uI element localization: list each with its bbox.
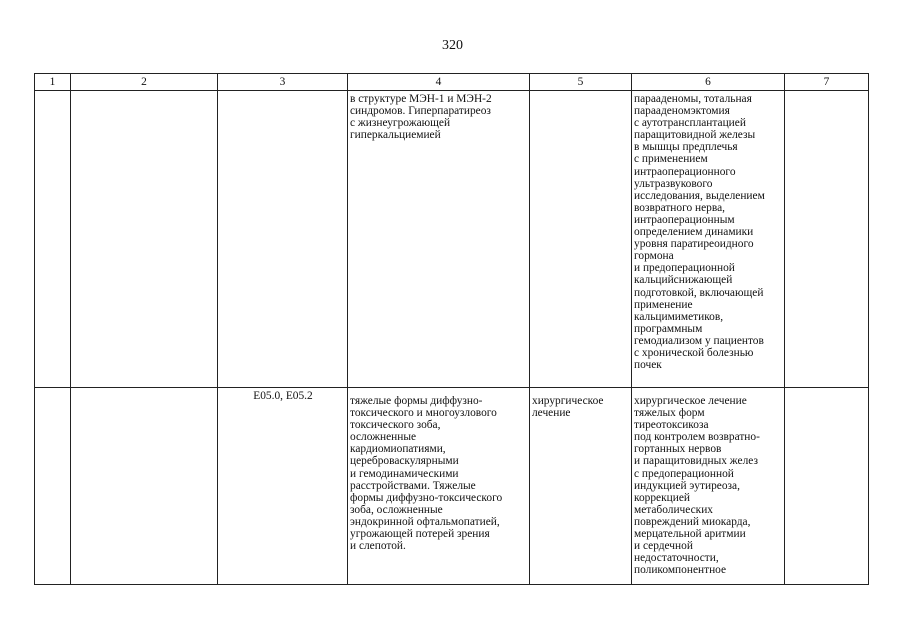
cell-text-line: лечение: [532, 407, 571, 420]
cell-text-line: ультразвукового: [634, 177, 713, 190]
cell-text-line: гормона: [634, 250, 674, 263]
table-cell: [785, 388, 869, 585]
cell-text-line: в мышцы предплечья: [634, 141, 738, 154]
cell-text-line: кальцийснижающей: [634, 274, 733, 287]
cell-text-line: с хронической болезнью: [634, 346, 754, 359]
cell-text-line: парааденомы, тотальная: [634, 93, 752, 105]
cell-text-line: гемодиализом у пациентов: [634, 334, 764, 347]
cell-text-line: формы диффузно-токсического: [350, 491, 503, 504]
cell-text-line: синдромов. Гиперпаратиреоз: [350, 105, 491, 118]
table-cell: [530, 388, 632, 585]
cell-text-line: метаболических: [634, 503, 714, 516]
cell-text-line: уровня паратиреоидного: [634, 238, 754, 251]
cell-text-line: токсического зоба,: [350, 419, 441, 432]
table-cell: [35, 91, 71, 388]
cell-text-line: и паращитовидных желез: [634, 455, 758, 468]
table-cell: [632, 388, 785, 585]
cell-text-line: тяжелых форм: [634, 407, 705, 420]
cell-text-line: с применением: [634, 153, 708, 166]
table-cell: [348, 388, 530, 585]
table-cell: [785, 91, 869, 388]
table-cell: [218, 388, 348, 585]
cell-text-line: гиперкальциемией: [350, 129, 441, 142]
cell-text-line: парааденомэктомия: [634, 105, 730, 118]
column-header-6: 6: [632, 74, 785, 91]
cell-text-line: кальцимиметиков,: [634, 310, 724, 323]
column-header-5: 5: [530, 74, 632, 91]
table-cell: [71, 388, 218, 585]
cell-text-line: в структуре МЭН-1 и МЭН-2: [350, 93, 492, 105]
diagnosis-code: E05.0, E05.2: [253, 390, 313, 402]
cell-text-line: и гемодинамическими: [350, 467, 459, 480]
table-cell: [348, 91, 530, 388]
cell-text-line: осложненные: [350, 431, 417, 444]
cell-text-line: программным: [634, 322, 703, 335]
cell-text-line: подготовкой, включающей: [634, 286, 764, 299]
table-cell: [71, 91, 218, 388]
table-cell: [632, 91, 785, 388]
cell-text-line: гортанных нервов: [634, 443, 722, 456]
column-header-1: 1: [35, 74, 71, 91]
column-header-4: 4: [348, 74, 530, 91]
cell-text-line: применение: [634, 298, 693, 311]
cell-text-line: тиреотоксикоза: [634, 419, 709, 432]
cell-text-line: кардиомиопатиями,: [350, 443, 446, 456]
cell-text-line: хирургическое: [532, 395, 604, 407]
table-header-row: [35, 74, 869, 91]
cell-text-line: повреждений миокарда,: [634, 515, 751, 528]
table-cell: [35, 388, 71, 585]
cell-text-line: интраоперационным: [634, 213, 735, 226]
page-number: 320: [442, 38, 463, 53]
table-row: [35, 388, 869, 585]
cell-text-line: с предоперационной: [634, 467, 734, 480]
cell-text-line: угрожающей потерей зрения: [350, 528, 490, 541]
column-header-3: 3: [218, 74, 348, 91]
cell-text-line: эндокринной офтальмопатией,: [350, 515, 500, 528]
cell-text-line: определением динамики: [634, 226, 754, 239]
cell-text-line: интраоперационного: [634, 165, 736, 178]
cell-text-line: возвратного нерва,: [634, 201, 726, 214]
cell-text-line: расстройствами. Тяжелые: [350, 479, 476, 492]
cell-text-line: паращитовидной железы: [634, 129, 756, 142]
cell-text-line: индукцией эутиреоза,: [634, 479, 740, 492]
cell-text-line: мерцательной аритмии: [634, 528, 746, 541]
cell-text-line: и сердечной: [634, 540, 693, 553]
cell-text-line: токсического и многоузлового: [350, 407, 497, 420]
cell-text-line: почек: [634, 359, 662, 372]
cell-text-line: с аутотрансплантацией: [634, 117, 746, 130]
table-row: [35, 91, 869, 388]
cell-text-line: цереброваскулярными: [350, 455, 459, 468]
cell-text-line: исследования, выделением: [634, 189, 765, 202]
cell-text-line: под контролем возвратно-: [634, 431, 760, 444]
table-cell: [530, 91, 632, 388]
cell-text-line: и предоперационной: [634, 262, 735, 275]
medical-care-table: [34, 73, 869, 585]
cell-text-line: коррекцией: [634, 491, 690, 504]
column-header-2: 2: [71, 74, 218, 91]
cell-text-line: и слепотой.: [350, 540, 406, 553]
column-header-7: 7: [785, 74, 869, 91]
table-cell: [218, 91, 348, 388]
cell-text-line: недостаточности,: [634, 552, 719, 565]
cell-text-line: хирургическое лечение: [634, 395, 747, 407]
cell-text-line: зоба, осложненные: [350, 503, 443, 516]
cell-text-line: с жизнеугрожающей: [350, 117, 451, 130]
cell-text-line: тяжелые формы диффузно-: [350, 395, 483, 407]
cell-text-line: поликомпонентное: [634, 564, 727, 577]
